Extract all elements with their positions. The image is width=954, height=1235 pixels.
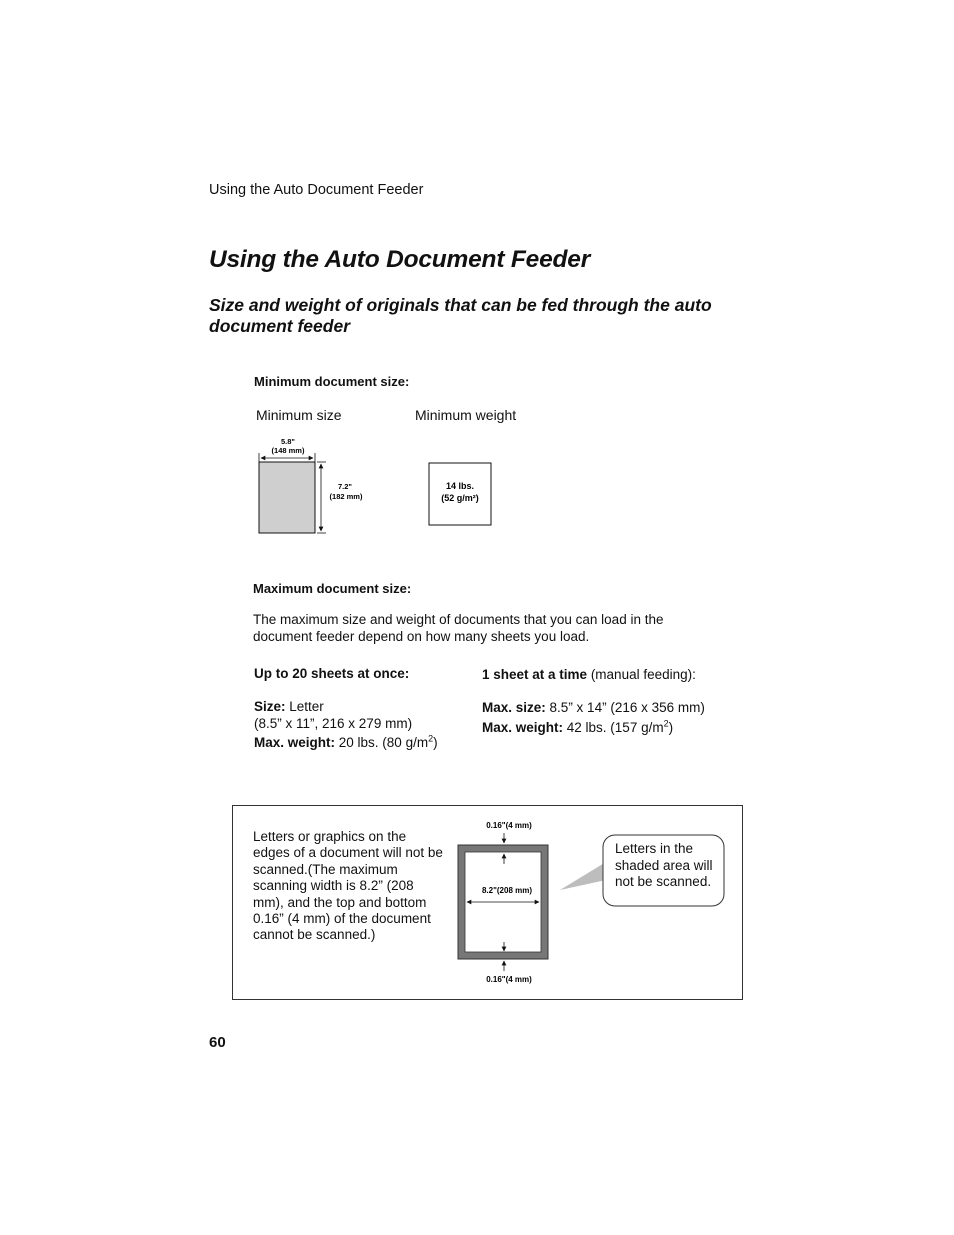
single-weight-label: Max. weight: [482,720,564,735]
batch-feed-weight [254,735,438,752]
maximum-size-description: The maximum size and weight of documents that you can load in the document feeder depend on how many sheets you load. [253,612,664,644]
scan-note-text: Letters or graphics on the edges of a document will not be scanned.(The maximum scanning width is 8.2” (208 mm), and the top and bottom 0.16” (4 mm) of the document cannot be scanned.) [253,829,443,943]
batch-size-detail: (8.5” x 11”, 216 x 279 mm) [254,715,413,731]
minimum-size-diagram [259,437,363,533]
single-size-value: 8.5” x 14” (216 x 356 mm) [549,700,705,715]
single-weight-close: ) [668,720,674,735]
page-title: Using the Auto Document Feeder [209,246,591,273]
single-feed-size [482,700,705,717]
single-feed-heading-bold: 1 sheet at a time [482,667,588,682]
minimum-weight-lbs: 14 lbs. [445,481,475,491]
single-feed-heading-note: (manual feeding): [590,667,696,682]
maximum-size-heading: Maximum document size: [253,581,412,596]
minimum-size-heading: Minimum document size: [254,374,410,389]
bottom-margin-label: 0.16"(4 mm) [486,975,532,984]
minimum-weight-label: Minimum weight [415,407,517,423]
single-weight-value: 42 lbs. (157 g/m [566,720,664,735]
batch-weight-label: Max. weight: [254,735,336,750]
batch-size-value: Letter [289,699,324,714]
batch-weight-close: ) [433,735,438,750]
minimum-height-mm: (182 mm) [329,492,363,501]
single-feed-weight [482,720,673,737]
section-subtitle: Size and weight of originals that can be fed through the auto document feeder [209,295,712,336]
batch-feed-heading: Up to 20 sheets at once: [254,666,410,681]
single-feed-heading [482,667,696,684]
minimum-width-mm: (148 mm) [271,446,305,455]
batch-weight-value: 20 lbs. (80 g/m [338,735,429,750]
page-number: 60 [209,1034,226,1051]
batch-weight-exponent: 2 [428,733,434,744]
minimum-height-inches: 7.2" [338,482,352,491]
minimum-weight-diagram [429,463,491,525]
top-margin-label: 0.16"(4 mm) [486,821,532,830]
minimum-size-label: Minimum size [256,407,342,423]
batch-size-label: Size: [254,699,286,714]
callout-text: Letters in the shaded area will not be scanned. [615,841,713,889]
running-header: Using the Auto Document Feeder [209,182,424,198]
single-size-label: Max. size: [482,700,546,715]
minimum-weight-grams: (52 g/m²) [441,493,479,503]
minimum-paper-sheet [259,462,315,533]
batch-feed-size [254,699,412,732]
minimum-width-inches: 5.8" [281,437,295,446]
scan-width-label: 8.2"(208 mm) [481,886,533,895]
single-weight-exponent: 2 [663,718,669,729]
